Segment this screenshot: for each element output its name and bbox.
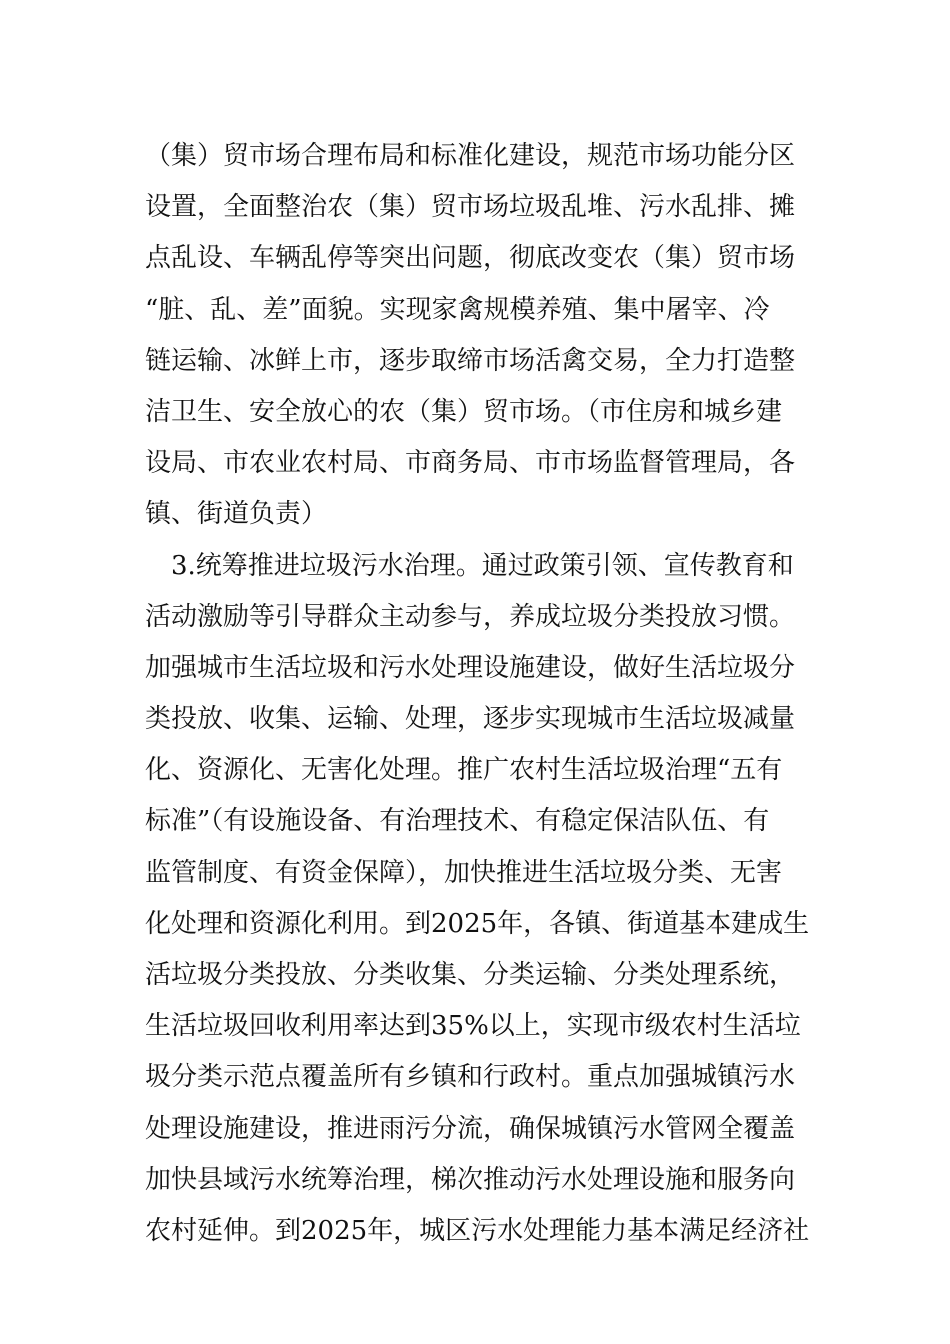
text-line: 加强城市生活垃圾和污水处理设施建设，做好生活垃圾分 <box>145 652 796 683</box>
text-line: 圾分类示范点覆盖所有乡镇和行政村。重点加强城镇污水 <box>145 1062 796 1093</box>
text-line: 设局、市农业农村局、市商务局、市市场监督管理局，各 <box>145 448 796 479</box>
text-line: 活垃圾分类投放、分类收集、分类运输、分类处理系统， <box>145 960 796 990</box>
body-text <box>145 131 825 1257</box>
text-line: 点乱设、车辆乱停等突出问题，彻底改变农（集）贸市场 <box>145 243 796 274</box>
text-line: 活动激励等引导群众主动参与，养成垃圾分类投放习惯。 <box>145 601 796 632</box>
text-line: 化、资源化、无害化处理。推广农村生活垃圾治理“五有 <box>145 755 783 786</box>
text-line: （集）贸市场合理布局和标准化建设，规范市场功能分区 <box>145 141 796 171</box>
text-line: 生活垃圾回收利用率达到35%以上，实现市级农村生活垃 <box>145 1011 801 1042</box>
text-line: 监管制度、有资金保障），加快推进生活垃圾分类、无害 <box>145 857 783 888</box>
text-line: 镇、街道负责） <box>145 499 328 530</box>
text-line: 农村延伸。到2025年，城区污水处理能力基本满足经济社 <box>145 1215 810 1246</box>
text-line: 类投放、收集、运输、处理，逐步实现城市生活垃圾减量 <box>145 704 796 735</box>
text-line: 处理设施建设，推进雨污分流，确保城镇污水管网全覆盖 <box>145 1113 796 1144</box>
text-line: “脏、乱、差”面貌。实现家禽规模养殖、集中屠宰、冷 <box>145 294 770 325</box>
text-line: 3.统筹推进垃圾污水治理。通过政策引领、宣传教育和 <box>145 550 794 581</box>
text-line: 加快县域污水统筹治理，梯次推动污水处理设施和服务向 <box>145 1164 796 1195</box>
text-line: 标准”（有设施设备、有治理技术、有稳定保洁队伍、有 <box>145 806 770 837</box>
text-line: 链运输、冰鲜上市，逐步取缔市场活禽交易，全力打造整 <box>145 345 796 376</box>
text-line: 化处理和资源化利用。到2025年，各镇、街道基本建成生 <box>145 908 810 939</box>
text-line: 洁卫生、安全放心的农（集）贸市场。（市住房和城乡建 <box>145 396 783 427</box>
text-line: 设置，全面整治农（集）贸市场垃圾乱堆、污水乱排、摊 <box>145 192 796 223</box>
